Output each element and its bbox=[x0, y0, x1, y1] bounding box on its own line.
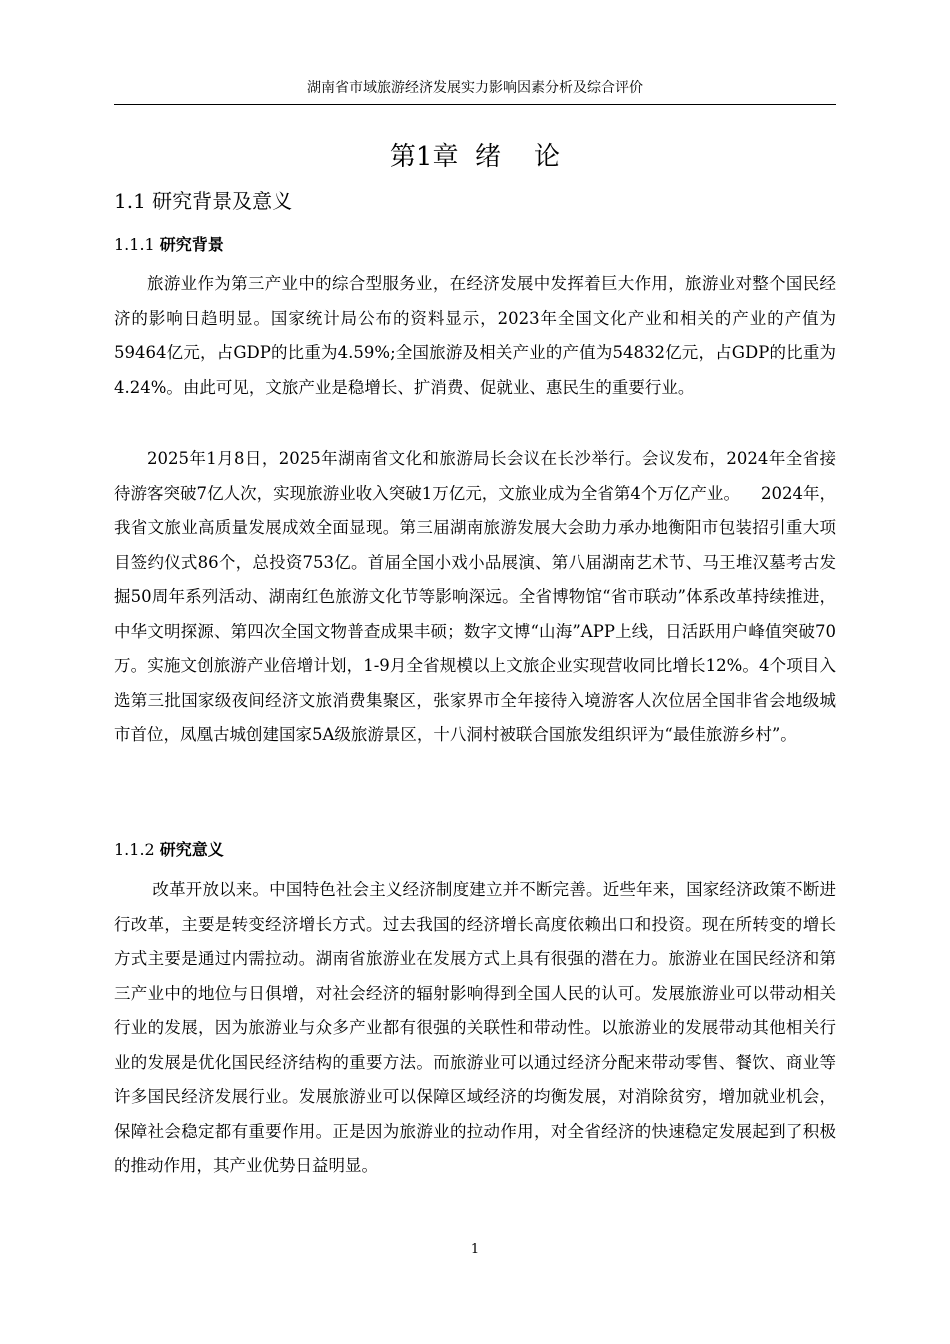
subsection-heading-background bbox=[114, 231, 224, 259]
subsection-number: 1.1.1 bbox=[114, 235, 160, 254]
paragraph-background-1: 旅游业作为第三产业中的综合型服务业，在经济发展中发挥着巨大作用，旅游业对整个国民经济的影响日趋明显。国家统计局公布的资料显示，2023年全国文化产业和相关的产业的产值为59464亿元，占GDP的比重为4.59%;全国旅游及相关产业的产值为54832亿元，占GDP的比重为4.24%。由此可见，文旅产业是稳增长、扩消费、促就业、惠民生的重要行业。 bbox=[114, 274, 836, 397]
paragraph-significance-1: 改革开放以来。中国特色社会主义经济制度建立并不断完善。近些年来，国家经济政策不断进行改革，主要是转变经济增长方式。过去我国的经济增长高度依赖出口和投资。现在所转变的增长方式主要是通过内需拉动。湖南省旅游业在发展方式上具有很强的潜在力。旅游业在国民经济和第三产业中的地位与日俱增，对社会经济的辐射影响得到全国人民的认可。发展旅游业可以带动相关行业的发展，因为旅游业与众多产业都有很强的关联性和带动性。以旅游业的发展带动其他相关行业的发展是优化国民经济结构的重要方法。而旅游业可以通过经济分配来带动零售、餐饮、商业等许多国民经济发展行业。发展旅游业可以保障区域经济的均衡发展，对消除贫穷，增加就业机会，保障社会稳定都有重要作用。正是因为旅游业的拉动作用，对全省经济的快速稳定发展起到了积极的推动作用，其产业优势日益明显。 bbox=[114, 880, 836, 1175]
page-number: 1 bbox=[470, 1242, 480, 1257]
chapter-title: 第1章 绪 论 bbox=[389, 142, 561, 172]
running-header: 湖南省市域旅游经济发展实力影响因素分析及综合评价 bbox=[307, 80, 643, 96]
subsection-title: 研究背景 bbox=[159, 235, 224, 254]
paragraph-background-2: 2025年1月8日，2025年湖南省文化和旅游局长会议在长沙举行。会议发布，2024年全省接待游客突破7亿人次，实现旅游业收入突破1万亿元，文旅业成为全省第4个万亿产业。 2024年，我省文旅业高质量发展成效全面显现。第三届湖南旅游发展大会助力承办地衡阳市包装招引重大项目签约仪式86个，总投资753亿。首届全国小戏小品展演、第八届湖南艺术节、马王堆汉墓考古发掘50周年系列活动、湖南红色旅游文化节等影响深远。全省博物馆“省市联动”体系改革持续推进，中华文明探源、第四次全国文物普查成果丰硕；数字文博“山海”APP上线，日活跃用户峰值突破70万。实施文创旅游产业倍增计划，1-9月全省规模以上文旅企业实现营收同比增长12%。4个项目入选第三批国家级夜间经济文旅消费集聚区，张家界市全年接待入境游客人次位居全国非省会地级城市首位，凤凰古城创建国家5A级旅游景区，十八洞村被联合国旅发组织评为“最佳旅游乡村”。 bbox=[114, 449, 836, 744]
subsection-title: 研究意义 bbox=[159, 840, 224, 859]
header-rule bbox=[114, 104, 836, 105]
subsection-number: 1.1.2 bbox=[114, 840, 160, 859]
subsection-heading-significance bbox=[114, 836, 224, 864]
section-heading: 1.1 研究背景及意义 bbox=[114, 189, 293, 213]
